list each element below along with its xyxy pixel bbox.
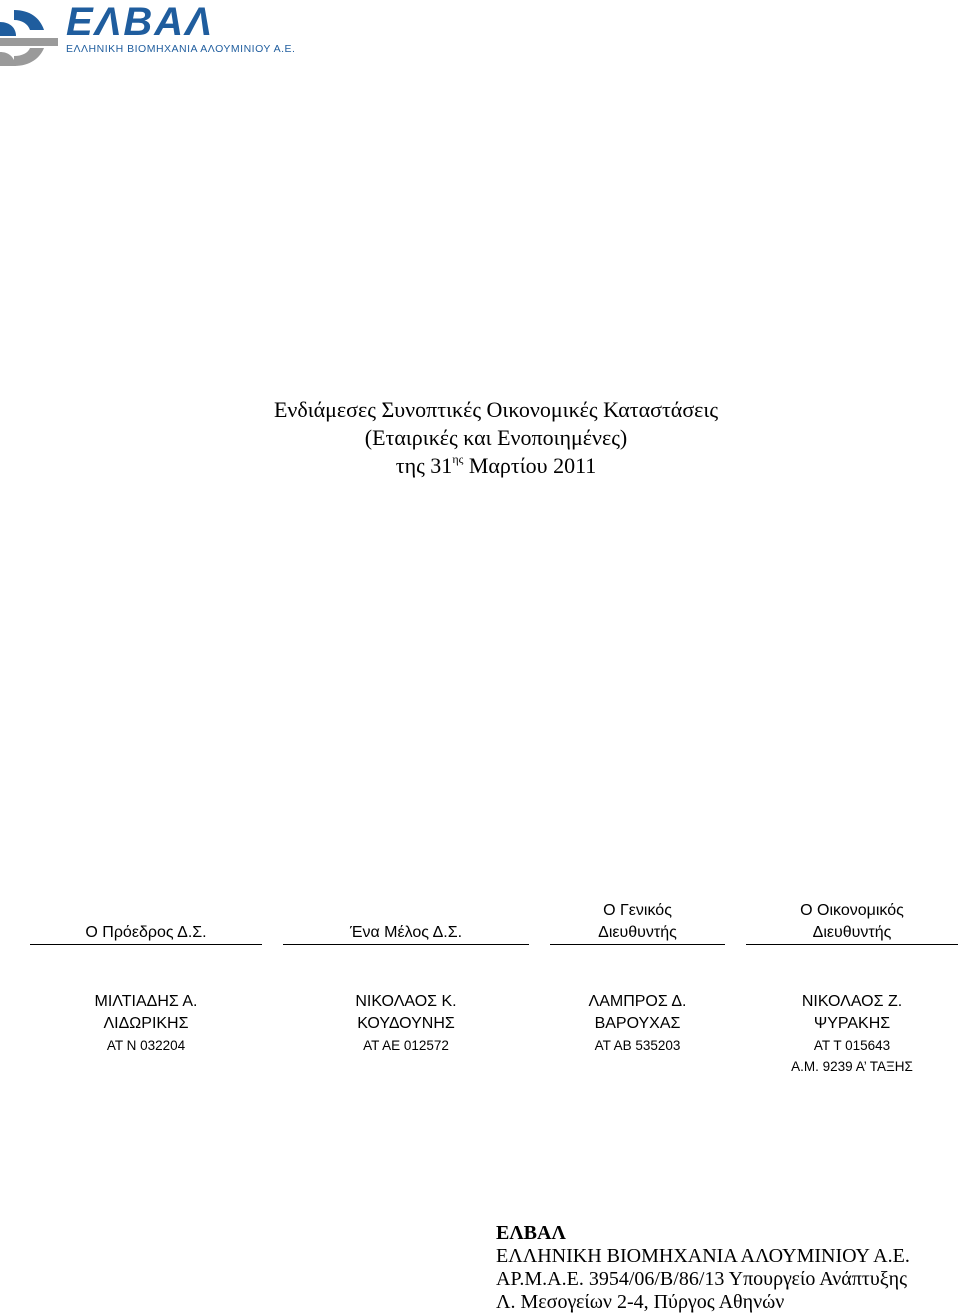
role-line-2: Διευθυντής: [812, 924, 892, 941]
signatory-details: [30, 991, 262, 1056]
title-line-3: [0, 452, 960, 480]
signatory-id: ΑΤ ΑΕ 012572: [363, 1038, 449, 1053]
signatory-details: [550, 991, 725, 1056]
signatory-details: [283, 991, 529, 1056]
signatory-id: ΑΤ Ν 032204: [106, 1038, 186, 1053]
signatory-financial-manager: [746, 900, 958, 1077]
address-company: ΕΛΒΑΛ: [496, 1222, 566, 1244]
company-logo: [0, 0, 300, 70]
signatory-role: [746, 900, 958, 945]
title-line-1: Ενδιάμεσες Συνοπτικές Οικονομικές Καταστάσεις: [273, 397, 719, 422]
signatory-role: [550, 900, 725, 945]
company-address: [496, 1222, 910, 1314]
signatory-name-1: ΝΙΚΟΛΑΟΣ Ζ.: [801, 993, 903, 1010]
logo-wordmark: ΕΛΒΑΛ: [66, 0, 214, 44]
address-street: Λ. Μεσογείων 2-4, Πύργος Αθηνών: [496, 1291, 785, 1313]
signatory-name-2: ΨΥΡΑΚΗΣ: [813, 1015, 891, 1032]
role-line-2: Ο Πρόεδρος Δ.Σ.: [85, 924, 207, 941]
signatory-role: [30, 900, 262, 945]
signatory-name-2: ΒΑΡΟΥΧΑΣ: [594, 1015, 681, 1032]
signatory-id: ΑΤ ΑΒ 535203: [594, 1038, 681, 1053]
logo-mark-icon: [0, 8, 58, 68]
signatory-role: [283, 900, 529, 945]
role-line-2: Διευθυντής: [598, 924, 677, 941]
signatory-name-2: ΛΙΔΩΡΙΚΗΣ: [103, 1015, 189, 1032]
signatory-id: ΑΤ Τ 015643: [813, 1038, 891, 1053]
role-line-1: Ο Οικονομικός: [800, 902, 904, 919]
title-date-prefix: της 31: [395, 453, 453, 478]
signatory-general-manager: [550, 900, 725, 1056]
signatory-license: Α.Μ. 9239 Α’ ΤΑΞΗΣ: [791, 1059, 913, 1074]
title-date-suffix: Μαρτίου 2011: [468, 453, 597, 478]
address-full-name: ΕΛΛΗΝΙΚΗ ΒΙΟΜΗΧΑΝΙΑ ΑΛΟΥΜΙΝΙΟΥ Α.Ε.: [496, 1245, 910, 1267]
logo-subtitle: ΕΛΛΗΝΙΚΗ ΒΙΟΜΗΧΑΝΙΑ ΑΛΟΥΜΙΝΙΟΥ Α.Ε.: [66, 43, 296, 55]
signatory-chairman: [30, 900, 262, 1056]
signatory-board-member: [283, 900, 529, 1056]
role-line-2: Ένα Μέλος Δ.Σ.: [349, 924, 463, 941]
role-line-1: Ο Γενικός: [603, 902, 672, 919]
title-date-superscript: ης: [452, 452, 464, 466]
signatory-name-1: ΜΙΛΤΙΑΔΗΣ Α.: [94, 993, 198, 1010]
title-line-2: (Εταιρικές και Ενοποιημένες): [364, 425, 628, 450]
signatory-details: [746, 991, 958, 1077]
signatory-name-2: ΚΟΥΔΟΥΝΗΣ: [357, 1015, 455, 1032]
signatory-name-1: ΛΑΜΠΡΟΣ Δ.: [588, 993, 687, 1010]
signatory-name-1: ΝΙΚΟΛΑΟΣ Κ.: [355, 993, 457, 1010]
document-title: [0, 396, 960, 480]
address-registry: ΑΡ.Μ.Α.Ε. 3954/06/Β/86/13 Υπουργείο Ανάπτυξης: [496, 1268, 908, 1290]
